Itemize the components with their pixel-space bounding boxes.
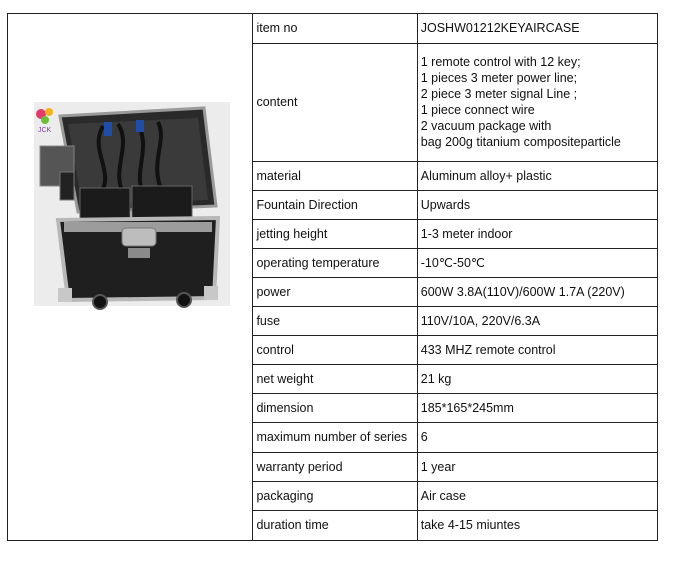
spec-value: 185*165*245mm [417, 394, 657, 423]
product-image-cell [8, 14, 253, 541]
spec-key: maximum number of series [253, 423, 417, 453]
spec-value: 433 MHZ remote control [417, 336, 657, 365]
spec-table [7, 13, 658, 541]
spec-value: 21 kg [417, 365, 657, 394]
spec-key: control [253, 336, 417, 365]
spec-value: 110V/10A, 220V/6.3A [417, 307, 657, 336]
spec-value: 600W 3.8A(110V)/600W 1.7A (220V) [417, 278, 657, 307]
spec-value: 1 year [417, 453, 657, 482]
spec-key: operating temperature [253, 249, 417, 278]
spec-value: 1-3 meter indoor [417, 220, 657, 249]
spec-key: Fountain Direction [253, 191, 417, 220]
content-line: 2 piece 3 meter signal Line ; [420, 87, 578, 101]
spec-value: Air case [417, 482, 657, 511]
spec-value-content [417, 44, 657, 162]
content-line: 1 pieces 3 meter power line; [420, 71, 578, 85]
air-case-product-photo [8, 102, 244, 402]
spec-value: JOSHW01212KEYAIRCASE [417, 14, 657, 44]
spec-key: dimension [253, 394, 417, 423]
spec-value: take 4-15 miuntes [417, 511, 657, 541]
spec-value: Aluminum alloy+ plastic [417, 162, 657, 191]
spec-value: -10℃-50℃ [417, 249, 657, 278]
spec-value: Upwards [417, 191, 657, 220]
spec-key: item no [253, 14, 417, 44]
spec-key: fuse [253, 307, 417, 336]
content-line: 1 remote control with 12 key; [420, 55, 581, 69]
spec-key: packaging [253, 482, 417, 511]
spec-row-item-no [8, 14, 658, 44]
content-line: 1 piece connect wire [420, 103, 535, 117]
spec-key: power [253, 278, 417, 307]
spec-key: duration time [253, 511, 417, 541]
content-line: bag 200g titanium compositeparticle [420, 135, 621, 149]
content-line: 2 vacuum package with [420, 119, 552, 133]
svg-text:JCK: JCK [38, 127, 52, 134]
spec-key: warranty period [253, 453, 417, 482]
spec-key: content [253, 44, 417, 162]
spec-value: 6 [417, 423, 657, 453]
spec-key: jetting height [253, 220, 417, 249]
spec-key: net weight [253, 365, 417, 394]
spec-key: material [253, 162, 417, 191]
